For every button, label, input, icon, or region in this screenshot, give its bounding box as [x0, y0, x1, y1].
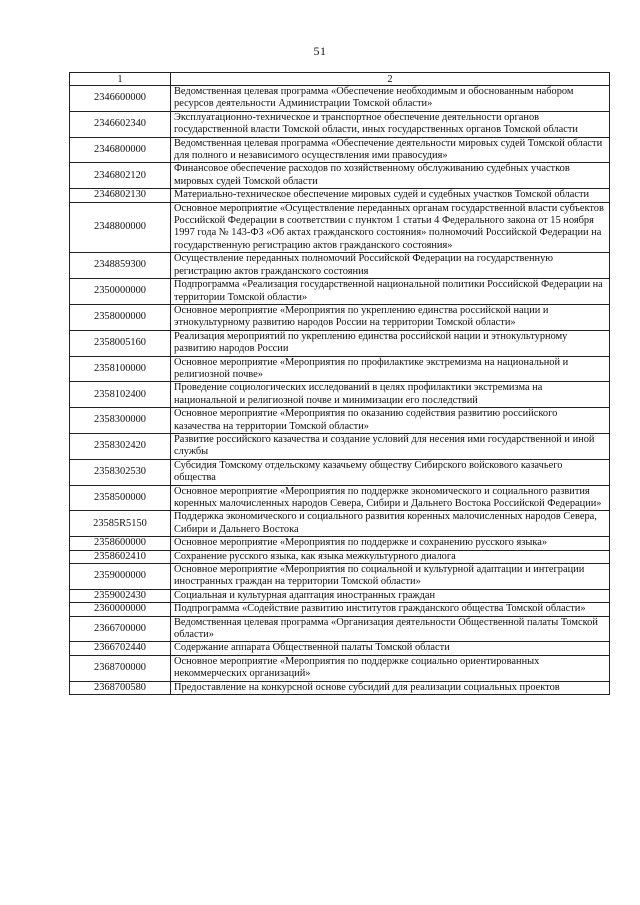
table-row [70, 655, 610, 681]
table-row [70, 433, 610, 459]
item-name-cell: Сохранение русского языка, как языка межкультурного диалога [171, 550, 610, 563]
table-row [70, 408, 610, 434]
target-code-cell: 2358302530 [70, 459, 171, 485]
table-row [70, 356, 610, 382]
table-header [70, 73, 610, 86]
table-row [70, 681, 610, 694]
table-row [70, 485, 610, 511]
budget-classification-table [69, 72, 610, 695]
item-name-cell: Основное мероприятие «Мероприятия по укреплению единства российской нации и этнокультурному развитию народов России на территории Томской области» [171, 304, 610, 330]
item-name-cell: Финансовое обеспечение расходов по хозяйственному обслуживанию судебных участков мировых судей Томской области [171, 163, 610, 189]
item-name-cell: Основное мероприятие «Мероприятия по оказанию содействия развитию российского казачества на территории Томской области» [171, 408, 610, 434]
target-code-cell: 2346600000 [70, 86, 171, 112]
target-code-cell: 2358500000 [70, 485, 171, 511]
target-code-cell: 2358302420 [70, 433, 171, 459]
item-name-cell: Основное мероприятие «Мероприятия по поддержке и сохранению русского языка» [171, 537, 610, 550]
target-code-cell: 2358602410 [70, 550, 171, 563]
table-row [70, 330, 610, 356]
target-code-cell: 2366700000 [70, 616, 171, 642]
target-code-cell: 2359002430 [70, 589, 171, 602]
target-code-cell: 2360000000 [70, 603, 171, 616]
table-row [70, 382, 610, 408]
item-name-cell: Осуществление переданных полномочий Российской Федерации на государственную регистрацию актов гражданского состояния [171, 253, 610, 279]
item-name-cell: Ведомственная целевая программа «Организация деятельности Общественной палаты Томской области» [171, 616, 610, 642]
item-name-cell: Основное мероприятие «Осуществление переданных органам государственной власти субъектов Российской Федерации в соответствии с пунктом 1 статьи 4 Федерального закона от 15 ноября 1997 года № 143-ФЗ «Об актах гражданского состояния» полномочий Российской Федерации на государственную регистрацию актов гражданского состояния» [171, 202, 610, 253]
item-name-cell: Основное мероприятие «Мероприятия по социальной и культурной адаптации и интеграции иностранных граждан на территории Томской области» [171, 564, 610, 590]
table-row [70, 459, 610, 485]
page-number: 51 [313, 44, 327, 58]
target-code-cell: 2346802120 [70, 163, 171, 189]
item-name-cell: Материально-техническое обеспечение мировых судей и судебных участков Томской области [171, 189, 610, 202]
target-code-cell: 2358100000 [70, 356, 171, 382]
table-row [70, 537, 610, 550]
target-code-cell: 2366702440 [70, 642, 171, 655]
table-row [70, 511, 610, 537]
target-code-cell: 2346800000 [70, 137, 171, 163]
target-code-cell: 2368700000 [70, 655, 171, 681]
table-body [70, 86, 610, 695]
table-row [70, 589, 610, 602]
table-row [70, 86, 610, 112]
item-name-cell: Основное мероприятие «Мероприятия по профилактике экстремизма на национальной и религиозной почве» [171, 356, 610, 382]
table-row [70, 564, 610, 590]
target-code-cell: 2348800000 [70, 202, 171, 253]
item-name-cell: Развитие российского казачества и создание условий для несения ими государственной и иной службы [171, 433, 610, 459]
target-code-cell: 2368700580 [70, 681, 171, 694]
table-row [70, 279, 610, 305]
target-code-cell: 2358300000 [70, 408, 171, 434]
item-name-cell: Подпрограмма «Содействие развитию институтов гражданского общества Томской области» [171, 603, 610, 616]
table-row [70, 642, 610, 655]
table-row [70, 189, 610, 202]
table-row [70, 111, 610, 137]
column-header-code: 1 [70, 73, 171, 86]
table-row [70, 253, 610, 279]
table-row [70, 304, 610, 330]
table-row [70, 202, 610, 253]
target-code-cell: 2359000000 [70, 564, 171, 590]
item-name-cell: Основное мероприятие «Мероприятия по поддержке экономического и социального развития коренных малочисленных народов Севера, Сибири и Дальнего Востока Российской Федерации» [171, 485, 610, 511]
table-header-row [70, 73, 610, 86]
column-header-name: 2 [171, 73, 610, 86]
table-row [70, 137, 610, 163]
target-code-cell: 2358000000 [70, 304, 171, 330]
item-name-cell: Поддержка экономического и социального развития коренных малочисленных народов Севера, Сибири и Дальнего Востока [171, 511, 610, 537]
target-code-cell: 23585R5150 [70, 511, 171, 537]
table-row [70, 163, 610, 189]
target-code-cell: 2348859300 [70, 253, 171, 279]
item-name-cell: Содержание аппарата Общественной палаты Томской области [171, 642, 610, 655]
item-name-cell: Ведомственная целевая программа «Обеспечение необходимым и обоснованным набором ресурсов деятельности Администрации Томской области» [171, 86, 610, 112]
target-code-cell: 2358005160 [70, 330, 171, 356]
target-code-cell: 2346802130 [70, 189, 171, 202]
item-name-cell: Субсидия Томскому отдельскому казачьему обществу Сибирского войскового казачьего общества [171, 459, 610, 485]
item-name-cell: Реализация мероприятий по укреплению единства российской нации и этнокультурному развитию народов России [171, 330, 610, 356]
item-name-cell: Социальная и культурная адаптация иностранных граждан [171, 589, 610, 602]
table-row [70, 603, 610, 616]
target-code-cell: 2358600000 [70, 537, 171, 550]
target-code-cell: 2346602340 [70, 111, 171, 137]
target-code-cell: 2350000000 [70, 279, 171, 305]
item-name-cell: Эксплуатационно-техническое и транспортное обеспечение деятельности органов государственной власти Томской области, иных государственных органов Томской области [171, 111, 610, 137]
item-name-cell: Проведение социологических исследований в целях профилактики экстремизма на национальной и религиозной почве и минимизации его последствий [171, 382, 610, 408]
table-row [70, 550, 610, 563]
item-name-cell: Предоставление на конкурсной основе субсидий для реализации социальных проектов [171, 681, 610, 694]
item-name-cell: Основное мероприятие «Мероприятия по поддержке социально ориентированных некоммерческих организаций» [171, 655, 610, 681]
target-code-cell: 2358102400 [70, 382, 171, 408]
item-name-cell: Подпрограмма «Реализация государственной национальной политики Российской Федерации на территории Томской области» [171, 279, 610, 305]
item-name-cell: Ведомственная целевая программа «Обеспечение деятельности мировых судей Томской области для полного и независимого осуществления ими правосудия» [171, 137, 610, 163]
table-row [70, 616, 610, 642]
